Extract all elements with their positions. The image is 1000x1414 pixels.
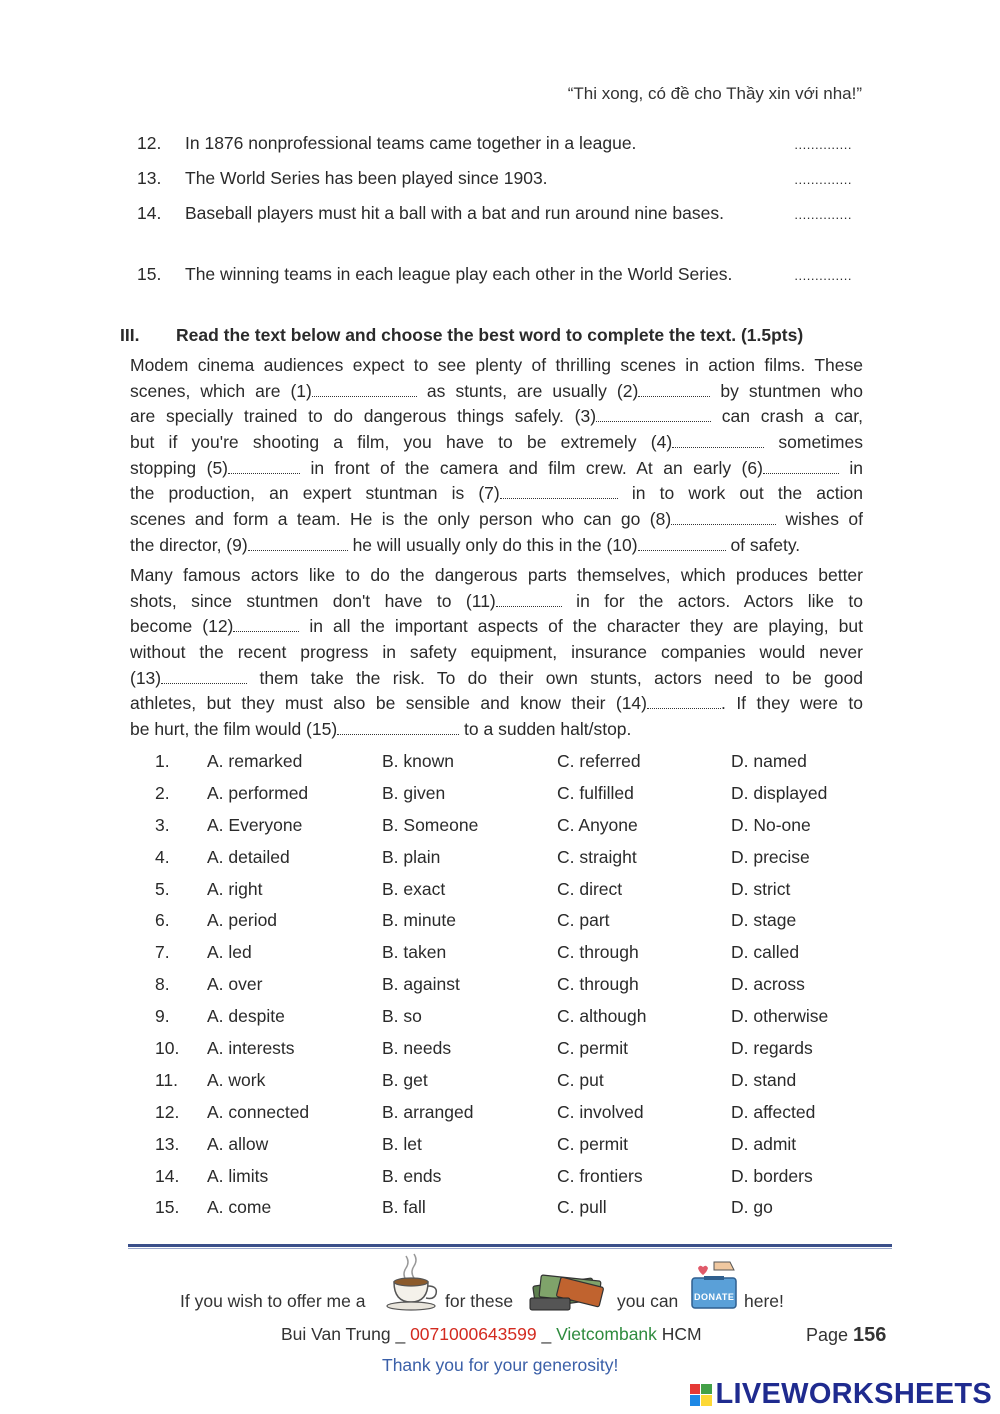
option-a[interactable]: A. connected	[207, 1101, 310, 1122]
tf-number: 12.	[137, 133, 162, 153]
offer-text-2: for these	[445, 1291, 514, 1311]
option-c[interactable]: C. part	[557, 910, 610, 931]
answer-blank[interactable]: ..............	[794, 268, 852, 283]
passage-text: (13)	[130, 667, 162, 688]
question-number: 7.	[155, 942, 170, 963]
option-a[interactable]: A. period	[207, 910, 278, 931]
passage-text: as stunts, are usually (2)	[416, 380, 639, 401]
bank-info	[281, 1324, 702, 1345]
option-d[interactable]: D. precise	[731, 846, 810, 867]
option-b[interactable]: B. known	[382, 751, 454, 771]
gap-blank-5[interactable]	[228, 459, 300, 474]
option-a[interactable]: A. allow	[207, 1133, 269, 1154]
tf-item	[137, 165, 857, 191]
answer-blank[interactable]: ..............	[794, 172, 852, 187]
coffee-cup-icon	[384, 1252, 442, 1314]
question-number: 14.	[155, 1165, 180, 1186]
footer-rule	[128, 1244, 892, 1247]
passage-paragraph-2	[130, 563, 863, 743]
option-c[interactable]: C. pull	[557, 1197, 607, 1218]
gap-blank-10[interactable]	[638, 536, 726, 551]
gap-blank-4[interactable]	[672, 433, 764, 448]
gap-blank-1[interactable]	[312, 382, 417, 397]
option-a[interactable]: A. over	[207, 974, 263, 995]
donate-icon[interactable]	[688, 1260, 740, 1312]
liveworksheets-icon	[690, 1384, 712, 1406]
tf-text: In 1876 nonprofessional teams came together in a league.	[185, 133, 637, 153]
passage-text: can crash a car,	[711, 406, 863, 427]
passage-text: to a sudden halt/stop.	[459, 719, 632, 740]
option-c[interactable]: C. frontiers	[557, 1165, 643, 1186]
option-b[interactable]: B. needs	[382, 1038, 452, 1059]
passage-text: wishes of	[776, 509, 863, 530]
question-number: 2.	[155, 782, 170, 803]
option-b[interactable]: B. Someone	[382, 814, 479, 835]
footer-rule-thin	[128, 1248, 892, 1249]
passage-text: scenes, which are (1)	[130, 380, 312, 401]
option-d[interactable]: D. across	[731, 974, 805, 995]
question-number: 4.	[155, 846, 170, 867]
option-c[interactable]: C. put	[557, 1069, 604, 1090]
option-a[interactable]: A. right	[207, 878, 263, 899]
passage-text: scenes and form a team. He is the only person who can go (8)	[130, 509, 672, 530]
money-icon	[528, 1268, 608, 1314]
option-a[interactable]: A. performed	[207, 782, 309, 803]
bank-city: HCM	[656, 1324, 702, 1344]
option-d[interactable]: D. displayed	[731, 782, 828, 803]
option-a[interactable]: A. limits	[207, 1165, 269, 1186]
passage-text: athletes, but they must also be sensible and know their (14)	[130, 693, 647, 714]
option-a[interactable]: A. work	[207, 1069, 266, 1090]
option-d[interactable]: D. admit	[731, 1133, 797, 1154]
option-c[interactable]: C. through	[557, 974, 639, 995]
option-b[interactable]: B. ends	[382, 1165, 442, 1186]
option-a[interactable]: A. come	[207, 1197, 272, 1218]
passage-text: he will usually only do this in the (10)	[347, 534, 638, 555]
option-d[interactable]: D. called	[731, 942, 800, 963]
gap-blank-15[interactable]	[337, 720, 459, 735]
option-a[interactable]: A. remarked	[207, 751, 303, 771]
tf-item	[137, 261, 857, 313]
option-b[interactable]: B. minute	[382, 910, 456, 931]
section-title: Read the text below and choose the best word to complete the text. (1.5pts)	[176, 325, 804, 345]
tf-item	[137, 200, 857, 252]
passage-text: sometimes	[764, 432, 863, 453]
question-number: 10.	[155, 1038, 180, 1059]
donor-name: Bui Van Trung _	[281, 1324, 411, 1344]
option-a[interactable]: A. despite	[207, 1006, 285, 1027]
gap-blank-9[interactable]	[248, 536, 348, 551]
option-a[interactable]: A. Everyone	[207, 814, 303, 835]
option-b[interactable]: B. fall	[382, 1197, 426, 1218]
question-number: 8.	[155, 974, 170, 995]
option-b[interactable]: B. exact	[382, 878, 446, 899]
passage-text: the director, (9)	[130, 534, 248, 555]
tf-text: The winning teams in each league play each other in the World Series.	[185, 264, 733, 284]
question-number: 9.	[155, 1006, 170, 1027]
option-b[interactable]: B. plain	[382, 846, 441, 867]
option-d[interactable]: D. stage	[731, 910, 797, 931]
option-d[interactable]: D. stand	[731, 1069, 797, 1090]
gap-blank-8[interactable]	[671, 510, 776, 525]
option-c[interactable]: C. direct	[557, 878, 623, 899]
option-c[interactable]: C. although	[557, 1006, 647, 1027]
page-number	[806, 1324, 886, 1347]
option-c[interactable]: C. straight	[557, 846, 637, 867]
page-label: Page	[806, 1325, 854, 1345]
gap-blank-14[interactable]	[647, 694, 721, 709]
answer-blank[interactable]: ..............	[794, 207, 852, 222]
passage-text: in to work out the action	[617, 483, 863, 504]
option-d[interactable]: D. affected	[731, 1101, 816, 1122]
passage-text: Many famous actors like to do the dangerous parts themselves, which produces better	[130, 565, 863, 585]
option-b[interactable]: B. given	[382, 782, 446, 803]
donate-label: DONATE	[694, 1292, 735, 1302]
passage-text: are specially trained to do dangerous things safely. (3)	[130, 406, 597, 427]
passage-text: . If they were to	[721, 693, 863, 714]
question-number: 15.	[155, 1197, 180, 1218]
question-number: 13.	[155, 1133, 180, 1154]
question-number: 1.	[155, 751, 170, 771]
question-number: 5.	[155, 878, 170, 899]
passage-text: in for the actors. Actors like to	[561, 590, 863, 611]
header-quote: “Thi xong, có đề cho Thầy xin với nha!”	[567, 84, 862, 103]
passage-text: of safety.	[725, 534, 801, 555]
question-number: 3.	[155, 814, 170, 835]
offer-text-4: here!	[744, 1291, 784, 1311]
thanks-note: Thank you for your generosity!	[382, 1355, 619, 1375]
tf-text: Baseball players must hit a ball with a bat and run around nine bases.	[185, 203, 724, 223]
liveworksheets-brand: LIVEWORKSHEETS	[715, 1378, 992, 1410]
option-d[interactable]: D. borders	[731, 1165, 813, 1186]
option-d[interactable]: D. No-one	[731, 814, 811, 835]
option-b[interactable]: B. get	[382, 1069, 428, 1090]
gap-blank-13[interactable]	[161, 669, 247, 684]
section-number: III.	[120, 325, 140, 345]
tf-item	[137, 130, 857, 156]
gap-blank-2[interactable]	[638, 382, 710, 397]
passage-text: in all the important aspects of the character they are playing, but	[299, 616, 863, 637]
passage-text: by stuntmen who	[710, 380, 863, 401]
option-d[interactable]: D. go	[731, 1197, 773, 1218]
question-number: 6.	[155, 910, 170, 931]
option-c[interactable]: C. permit	[557, 1038, 628, 1059]
option-a[interactable]: A. interests	[207, 1038, 295, 1059]
passage-text: be hurt, the film would (15)	[130, 719, 338, 740]
gap-blank-11[interactable]	[496, 592, 562, 607]
tf-number: 13.	[137, 168, 162, 188]
option-d[interactable]: D. regards	[731, 1038, 813, 1059]
tf-text: The World Series has been played since 1903.	[185, 168, 548, 188]
question-number: 12.	[155, 1101, 180, 1122]
option-d[interactable]: D. strict	[731, 878, 791, 899]
tf-number: 14.	[137, 203, 162, 223]
passage-text: become (12)	[130, 616, 234, 637]
offer-text-3: you can	[617, 1291, 679, 1311]
gap-blank-3[interactable]	[596, 407, 711, 422]
option-c[interactable]: C. referred	[557, 751, 641, 771]
option-b[interactable]: B. against	[382, 974, 460, 995]
option-c[interactable]: C. permit	[557, 1133, 628, 1154]
option-b[interactable]: B. arranged	[382, 1101, 474, 1122]
passage-text: in	[838, 457, 863, 478]
option-c[interactable]: C. fulfilled	[557, 782, 634, 803]
offer-text-1: If you wish to offer me a	[180, 1291, 366, 1311]
liveworksheets-logo	[690, 1378, 993, 1411]
separator: _	[536, 1324, 557, 1344]
passage-text: them take the risk. To do their own stunts, actors need to be good	[247, 667, 863, 688]
passage-text: but if you're shooting a film, you have to be extremely (4)	[130, 432, 673, 453]
passage-text: shots, since stuntmen don't have to (11)	[130, 590, 496, 611]
passage-text: in front of the camera and film crew. At an early (6)	[300, 457, 763, 478]
account-number: 0071000643599	[410, 1324, 537, 1344]
passage-text: the production, an expert stuntman is (7)	[130, 483, 500, 504]
option-d[interactable]: D. named	[731, 751, 807, 771]
gap-blank-6[interactable]	[763, 459, 839, 474]
passage-text: stopping (5)	[130, 457, 229, 478]
bank-name: Vietcombank	[556, 1324, 657, 1344]
answer-blank[interactable]: ..............	[794, 137, 852, 152]
option-a[interactable]: A. detailed	[207, 846, 290, 867]
tf-number: 15.	[137, 264, 162, 284]
passage-text: without the recent progress in safety equipment, insurance companies would never	[130, 642, 863, 663]
option-b[interactable]: B. taken	[382, 942, 447, 963]
option-b[interactable]: B. let	[382, 1133, 422, 1154]
option-b[interactable]: B. so	[382, 1006, 422, 1027]
passage-text: Modem cinema audiences expect to see plenty of thrilling scenes in action films. These	[130, 355, 863, 375]
option-c[interactable]: C. Anyone	[557, 814, 638, 835]
page-value: 156	[853, 1324, 887, 1346]
option-c[interactable]: C. involved	[557, 1101, 644, 1122]
passage-paragraph-1	[130, 353, 863, 559]
question-number: 11.	[155, 1069, 179, 1090]
gap-blank-12[interactable]	[233, 617, 299, 632]
option-a[interactable]: A. led	[207, 942, 252, 963]
gap-blank-7[interactable]	[500, 484, 618, 499]
option-d[interactable]: D. otherwise	[731, 1006, 829, 1027]
option-c[interactable]: C. through	[557, 942, 639, 963]
